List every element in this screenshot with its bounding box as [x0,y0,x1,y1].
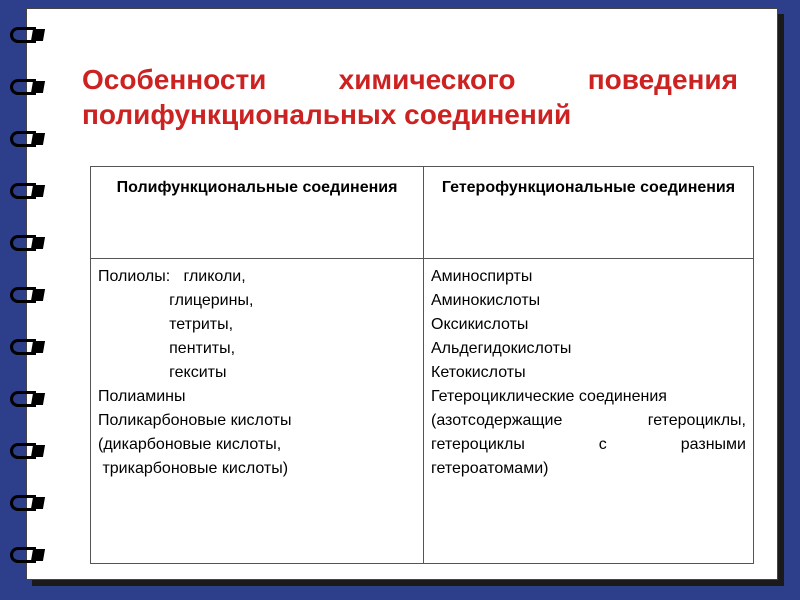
binder-ring-icon [10,130,40,148]
table-row [91,259,754,564]
list-item: Оксикислоты [431,316,529,333]
list-item: Полиолы: гликоли, [98,268,246,285]
list-item: гетероатомами) [431,460,549,477]
list-item: трикарбоновые кислоты) [98,460,289,477]
binder-ring-icon [10,286,40,304]
list-item: Кетокислоты [431,364,526,381]
list-item: гекситы [98,364,227,381]
header-heterofunctional: Гетерофункциональные соединения [424,167,754,259]
list-item: (азотсодержащие гетероциклы, [431,412,746,429]
binder-ring-icon [10,546,40,564]
binder-ring-icon [10,338,40,356]
list-item: Аминоспирты [431,268,533,285]
comparison-table [90,166,754,564]
list-item: Полиамины [98,388,186,405]
header-polyfunctional: Полифункциональные соединения [91,167,424,259]
cell-polyfunctional [91,259,424,564]
binder-ring-icon [10,442,40,460]
list-item: Альдегидокислоты [431,340,572,357]
binder-ring-icon [10,494,40,512]
list-item: Аминокислоты [431,292,541,309]
binder-ring-icon [10,26,40,44]
table-header-row [91,167,754,259]
list-item: глицерины, [98,292,254,309]
list-item: гетероциклы с разными [431,436,746,453]
binder-ring-icon [10,234,40,252]
cell-heterofunctional [424,259,754,564]
binder-ring-icon [10,182,40,200]
slide-title: Особенности химического поведения полифункциональных соединений [82,64,738,130]
binder-ring-icon [10,390,40,408]
binder-ring-icon [10,78,40,96]
list-item: тетриты, [98,316,234,333]
list-item: (дикарбоновые кислоты, [98,436,282,453]
list-item: Гетероциклические соединения [431,388,667,405]
list-item: пентиты, [98,340,236,357]
list-item: Поликарбоновые кислоты [98,412,292,429]
